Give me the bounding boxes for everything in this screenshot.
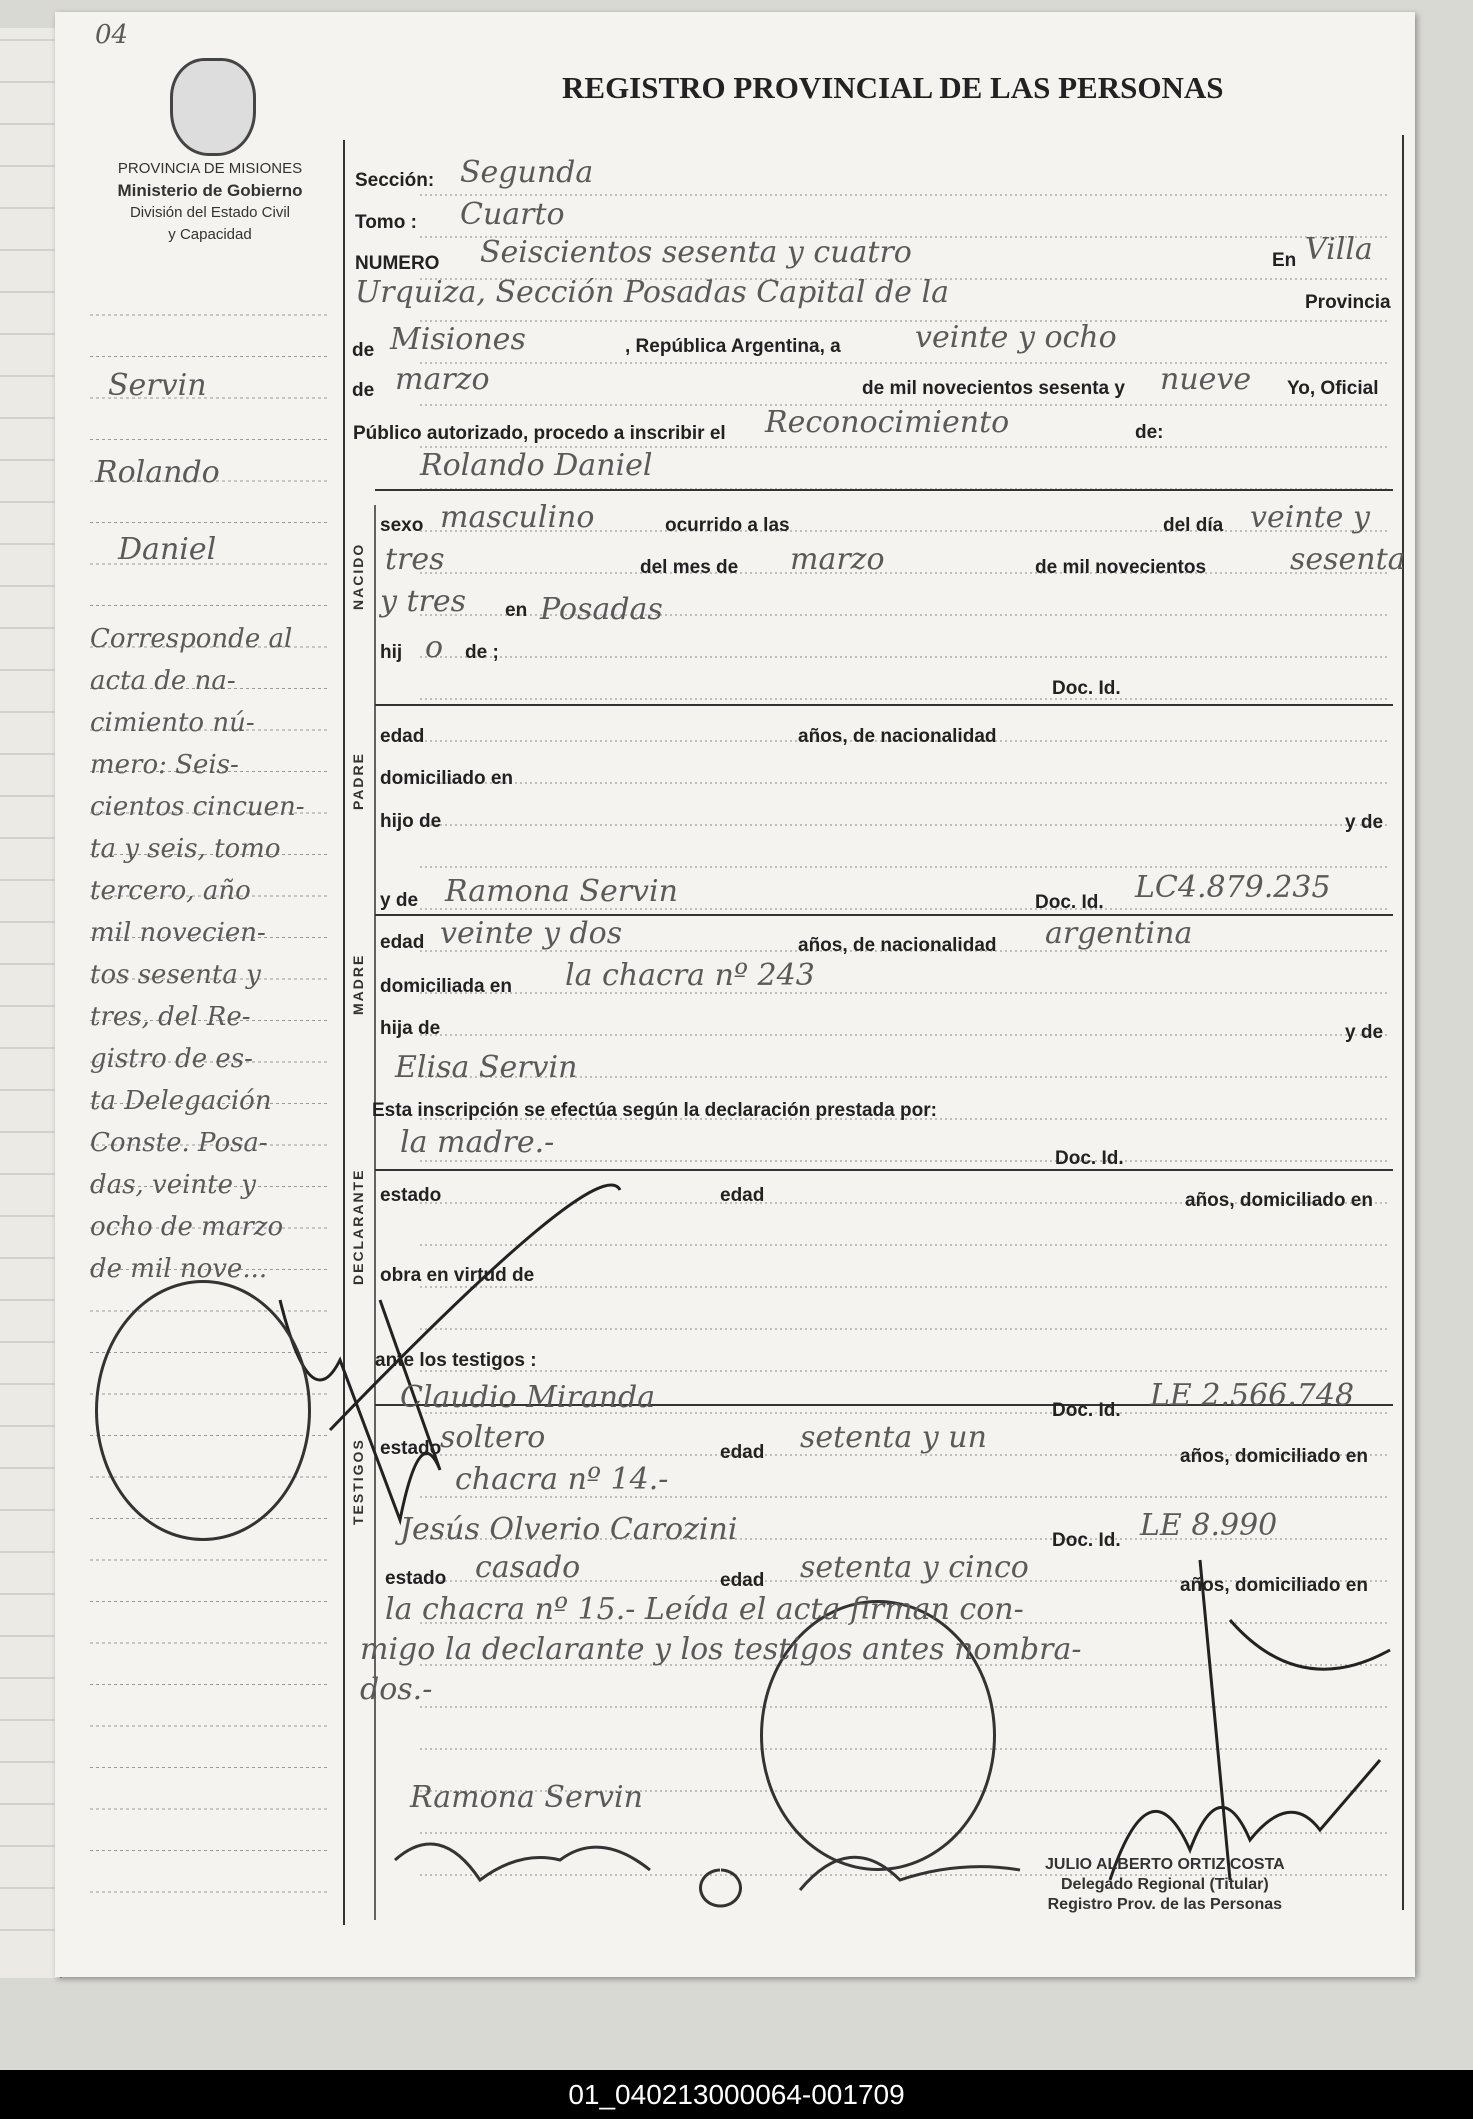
handwritten-value: setenta y un — [800, 1420, 987, 1455]
printed-label: Doc. Id. — [1055, 1148, 1124, 1169]
section-declarante: DECLARANTE — [350, 1168, 366, 1285]
handwritten-value: setenta y cinco — [800, 1550, 1029, 1585]
handwritten-value: la chacra nº 243 — [565, 958, 815, 993]
printed-label: Yo, Oficial — [1287, 378, 1379, 399]
printed-label: de ; — [465, 642, 499, 663]
handwritten-value: nueve — [1160, 362, 1252, 397]
coat-of-arms-icon — [170, 58, 256, 156]
margin-surname: Servin — [108, 368, 207, 403]
printed-label: en — [505, 600, 528, 621]
issuer-block — [80, 158, 340, 246]
official-name: JULIO ALBERTO ORTIZ COSTA — [1045, 1856, 1285, 1873]
printed-label: estado — [380, 1438, 442, 1459]
printed-label: ocurrido a las — [665, 515, 790, 536]
printed-label: de mil novecientos sesenta y — [862, 378, 1125, 399]
handwritten-value: Jesús Olverio Carozini — [400, 1512, 738, 1547]
printed-label: hijo de — [380, 811, 442, 832]
handwritten-value: argentina — [1045, 916, 1193, 951]
margin-note-line: mero: Seis- — [90, 750, 239, 780]
printed-label: hija de — [380, 1018, 441, 1039]
printed-label: En — [1272, 250, 1297, 271]
margin-note-line: das, veinte y — [90, 1170, 256, 1200]
margin-note — [90, 618, 305, 1290]
printed-label: obra en virtud de — [380, 1265, 535, 1286]
official-office: Registro Prov. de las Personas — [1047, 1896, 1283, 1913]
handwritten-value: Claudio Miranda — [400, 1380, 656, 1415]
stamp-seal-left — [95, 1280, 311, 1541]
section-testigos: TESTIGOS — [350, 1438, 366, 1525]
handwritten-value: tres — [385, 542, 445, 577]
printed-label: hij — [380, 642, 403, 663]
official-title: Delegado Regional (Titular) — [1060, 1876, 1269, 1893]
printed-label: estado — [380, 1185, 442, 1206]
margin-note-line: cientos cincuen- — [90, 792, 305, 822]
printed-label: edad — [720, 1185, 765, 1206]
printed-label: edad — [720, 1442, 765, 1463]
margin-note-line: cimiento nú- — [90, 708, 255, 738]
printed-label: edad — [720, 1570, 765, 1591]
handwritten-value: Elisa Servin — [395, 1050, 578, 1085]
handwritten-value: Cuarto — [460, 197, 565, 232]
printed-label: años, de nacionalidad — [798, 935, 997, 956]
printed-label: Doc. Id. — [1052, 1530, 1121, 1551]
printed-label: del mes de — [640, 557, 739, 578]
printed-label: años, de nacionalidad — [798, 726, 997, 747]
handwritten-value: dos.- — [360, 1672, 433, 1707]
printed-label: Esta inscripción se efectúa según la declaración prestada por: — [372, 1100, 937, 1121]
division-label-2: y Capacidad — [168, 226, 252, 243]
printed-label: sexo — [380, 515, 424, 536]
printed-label: y de — [380, 890, 419, 911]
margin-note-line: acta de na- — [90, 666, 236, 696]
margin-note-line: gistro de es- — [90, 1044, 253, 1074]
section-nacido: NACIDO — [350, 542, 366, 610]
margin-note-line: mil novecien- — [90, 918, 266, 948]
printed-label: domiciliada en — [380, 976, 512, 997]
printed-label: Provincia — [1305, 292, 1391, 313]
handwritten-value: la madre.- — [400, 1125, 555, 1160]
handwritten-value: veinte y dos — [440, 916, 623, 951]
section-madre: MADRE — [350, 953, 366, 1015]
handwritten-value: veinte y — [1250, 500, 1370, 535]
handwritten-value: Rolando Daniel — [420, 448, 653, 483]
printed-label: NUMERO — [355, 253, 440, 274]
ministry-label: Ministerio de Gobierno — [117, 181, 303, 200]
handwritten-value: la chacra nº 15.- Leída el acta firman con- — [385, 1592, 1024, 1627]
printed-label: años, domiciliado en — [1180, 1575, 1368, 1596]
handwritten-value: masculino — [440, 500, 595, 535]
margin-note-line: tres, del Re- — [90, 1002, 251, 1032]
printed-label: edad — [380, 726, 425, 747]
printed-label: de — [352, 340, 375, 361]
margin-note-line: ta y seis, tomo — [90, 834, 281, 864]
printed-label: domiciliado en — [380, 768, 514, 789]
printed-label: y de — [1345, 812, 1384, 833]
margin-name2: Daniel — [118, 532, 217, 567]
printed-label: ante los testigos : — [375, 1350, 537, 1371]
handwritten-value: y tres — [380, 584, 467, 619]
division-label: División del Estado Civil — [129, 204, 291, 221]
handwritten-value: casado — [475, 1550, 581, 1585]
signature-right — [1110, 1560, 1390, 1880]
document-title: REGISTRO PROVINCIAL DE LAS PERSONAS — [562, 70, 1224, 105]
handwritten-value: Ramona Servin — [410, 1780, 643, 1815]
handwritten-value: Misiones — [390, 322, 526, 357]
page-number: 04 — [95, 20, 129, 50]
handwritten-value: marzo — [790, 542, 885, 577]
handwritten-value: Villa — [1305, 232, 1373, 267]
printed-label: y de — [1345, 1022, 1384, 1043]
handwritten-value: Ramona Servin — [445, 874, 678, 909]
handwritten-value: Reconocimiento — [765, 405, 1010, 440]
printed-label: Público autorizado, procedo a inscribir el — [353, 423, 726, 444]
handwritten-value: chacra nº 14.- — [455, 1462, 669, 1497]
handwritten-value: LC4.879.235 — [1135, 870, 1331, 905]
margin-note-line: de mil nove... — [90, 1254, 268, 1284]
printed-label: edad — [380, 932, 425, 953]
handwritten-value: LE 2.566.748 — [1150, 1378, 1355, 1413]
province-label: PROVINCIA DE MISIONES — [117, 160, 303, 177]
printed-label: Doc. Id. — [1035, 892, 1104, 913]
official-block — [1045, 1855, 1285, 1915]
handwritten-value: soltero — [440, 1420, 546, 1455]
handwritten-value: Seiscientos sesenta y cuatro — [480, 235, 912, 270]
printed-label: de — [352, 380, 375, 401]
margin-note-line: ocho de marzo — [90, 1212, 284, 1242]
handwritten-value: Segunda — [460, 155, 594, 190]
margin-note-line: ta Delegación — [90, 1086, 272, 1116]
margin-name1: Rolando — [95, 455, 220, 490]
image-caption: 01_040213000064-001709 — [0, 2070, 1473, 2119]
handwritten-value: o — [425, 630, 444, 665]
margin-note-line: Corresponde al — [90, 624, 293, 654]
printed-label: del día — [1163, 515, 1224, 536]
handwritten-value: LE 8.990 — [1140, 1508, 1278, 1543]
printed-label: estado — [385, 1568, 447, 1589]
handwritten-value: migo la declarante y los testigos antes nombra- — [360, 1632, 1082, 1667]
margin-note-line: tos sesenta y — [90, 960, 261, 990]
printed-label: años, domiciliado en — [1180, 1446, 1368, 1467]
printed-label: Tomo : — [355, 212, 417, 233]
printed-label: de: — [1135, 422, 1164, 443]
printed-label: Sección: — [355, 170, 435, 191]
margin-note-line: Conste. Posa- — [90, 1128, 268, 1158]
printed-label: de mil novecientos — [1035, 557, 1207, 578]
printed-label: , República Argentina, a — [625, 336, 841, 357]
handwritten-value: Urquiza, Sección Posadas Capital de la — [355, 275, 949, 310]
printed-label: Doc. Id. — [1052, 678, 1121, 699]
handwritten-value: Posadas — [540, 592, 663, 627]
handwritten-value: veinte y ocho — [915, 320, 1117, 355]
printed-label: Doc. Id. — [1052, 1400, 1121, 1421]
handwritten-value: marzo — [395, 362, 490, 397]
margin-note-line: tercero, año — [90, 876, 251, 906]
printed-label: años, domiciliado en — [1185, 1190, 1373, 1211]
section-padre: PADRE — [350, 752, 366, 810]
handwritten-value: sesenta — [1290, 542, 1406, 577]
